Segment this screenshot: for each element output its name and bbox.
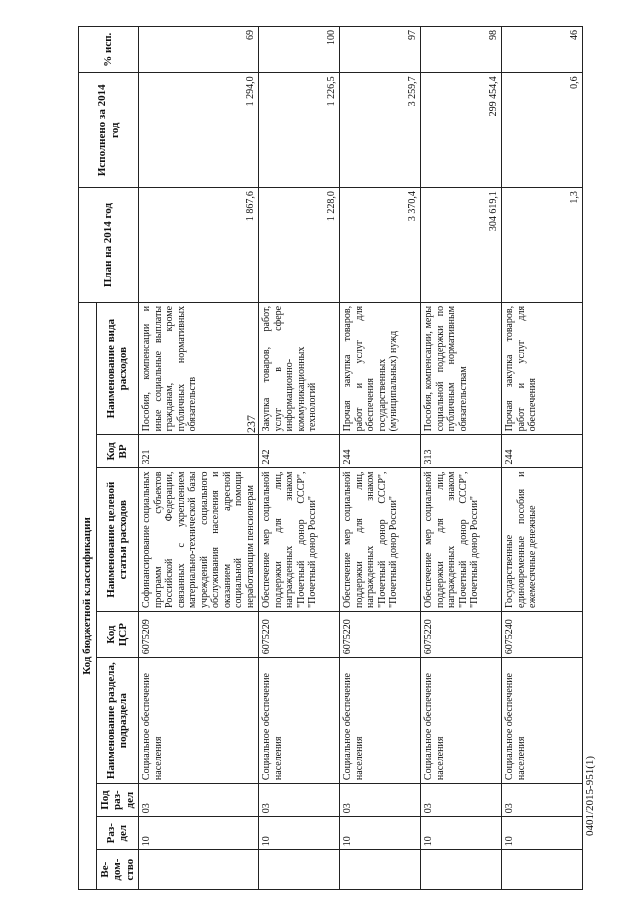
cell-csr-name: Обеспечение мер социальной поддержки для лиц, награжденных знаком "Почетный донор СССР", "Почетный донор России" <box>259 468 340 611</box>
cell-razdel: 10 <box>139 817 259 850</box>
column-header-podrazdel: Под раз-дел <box>96 784 139 817</box>
cell-fact: 3 259,7 <box>340 73 421 188</box>
cell-podrazdel: 03 <box>502 784 583 817</box>
cell-vr-name: Пособия, компенсации и иные социальные выплаты гражданам, кроме публичных нормативных обязательств <box>139 302 259 434</box>
document-code: 0401/2015-951(1) <box>584 755 596 836</box>
cell-csr: 6075220 <box>259 611 340 657</box>
budget-table <box>78 26 583 890</box>
table-row <box>259 27 340 890</box>
cell-csr: 6075240 <box>502 611 583 657</box>
cell-razdel: 10 <box>421 817 502 850</box>
column-header-csr: Код ЦСР <box>96 611 139 657</box>
cell-csr: 6075220 <box>421 611 502 657</box>
cell-vedomstvo <box>421 850 502 890</box>
cell-percent: 69 <box>139 27 259 73</box>
cell-vr-name: Закупка товаров, работ, услуг в сфере информационно-коммуникационных технологий <box>259 302 340 434</box>
cell-razdel: 10 <box>259 817 340 850</box>
cell-vedomstvo <box>139 850 259 890</box>
cell-vr-name: Пособия, компенсации, меры социальной поддержки по публичным нормативным обязательствам <box>421 302 502 434</box>
cell-vr: 242 <box>259 435 340 468</box>
budget-table-rotated <box>78 26 580 890</box>
column-header-csr-name: Наименование целевой статьи расходов <box>96 468 139 611</box>
cell-vedomstvo <box>259 850 340 890</box>
cell-csr: 6075209 <box>139 611 259 657</box>
cell-razdel-name: Социальное обеспечение населения <box>421 658 502 784</box>
page-number: 237 <box>244 415 258 433</box>
cell-vr: 321 <box>139 435 259 468</box>
cell-razdel-name: Социальное обеспечение населения <box>139 658 259 784</box>
cell-plan: 304 619,1 <box>421 188 502 303</box>
column-header-vr: Код ВР <box>96 435 139 468</box>
cell-razdel: 10 <box>502 817 583 850</box>
table-row <box>139 27 259 890</box>
column-header-vedomstvo: Ве-дом-ство <box>96 850 139 890</box>
cell-percent: 100 <box>259 27 340 73</box>
cell-vr-name: Прочая закупка товаров, работ и услуг для обеспечения <box>502 302 583 434</box>
cell-plan: 3 370,4 <box>340 188 421 303</box>
column-header-vr-name: Наименование вида расходов <box>96 302 139 434</box>
classification-group-header: Код бюджетной классификации <box>79 302 97 889</box>
column-header-percent: % исп. <box>79 27 139 73</box>
cell-vedomstvo <box>340 850 421 890</box>
cell-csr-name: Обеспечение мер социальной поддержки для лиц, награжденных знаком "Почетный донор СССР", "Почетный донор России" <box>421 468 502 611</box>
cell-podrazdel: 03 <box>421 784 502 817</box>
column-header-plan: План на 2014 год <box>79 188 139 303</box>
cell-plan: 1 867,6 <box>139 188 259 303</box>
cell-razdel: 10 <box>340 817 421 850</box>
cell-fact: 0,6 <box>502 73 583 188</box>
cell-percent: 98 <box>421 27 502 73</box>
cell-podrazdel: 03 <box>139 784 259 817</box>
cell-vedomstvo <box>502 850 583 890</box>
cell-vr: 244 <box>340 435 421 468</box>
table-row <box>502 27 583 890</box>
cell-fact: 1 294,0 <box>139 73 259 188</box>
cell-vr-name: Прочая закупка товаров, работ и услуг для обеспечения государственных (муниципальных) нужд <box>340 302 421 434</box>
cell-podrazdel: 03 <box>259 784 340 817</box>
cell-percent: 46 <box>502 27 583 73</box>
cell-plan: 1,3 <box>502 188 583 303</box>
cell-csr: 6075220 <box>340 611 421 657</box>
cell-plan: 1 228,0 <box>259 188 340 303</box>
column-header-fact: Исполнено за 2014 год <box>79 73 139 188</box>
cell-fact: 1 226,5 <box>259 73 340 188</box>
table-row <box>421 27 502 890</box>
column-header-razdel-name: Наименование раздела, подраздела <box>96 658 139 784</box>
cell-csr-name: Государственные единовременные пособия и ежемесячные денежные <box>502 468 583 611</box>
cell-podrazdel: 03 <box>340 784 421 817</box>
cell-razdel-name: Социальное обеспечение населения <box>340 658 421 784</box>
table-row <box>340 27 421 890</box>
cell-csr-name: Софинансирование социальных программ субъектов Российской Федерации, связанных с укреплением материально-технической базы учреждений социального обслуживания населения и оказанием адресной социальной помощи неработающим пенсионерам <box>139 468 259 611</box>
cell-csr-name: Обеспечение мер социальной поддержки для лиц, награжденных знаком "Почетный донор СССР", "Почетный донор России" <box>340 468 421 611</box>
cell-razdel-name: Социальное обеспечение населения <box>502 658 583 784</box>
cell-vr: 244 <box>502 435 583 468</box>
column-header-razdel: Раз-дел <box>96 817 139 850</box>
cell-percent: 97 <box>340 27 421 73</box>
cell-razdel-name: Социальное обеспечение населения <box>259 658 340 784</box>
cell-vr: 313 <box>421 435 502 468</box>
cell-fact: 299 454,4 <box>421 73 502 188</box>
